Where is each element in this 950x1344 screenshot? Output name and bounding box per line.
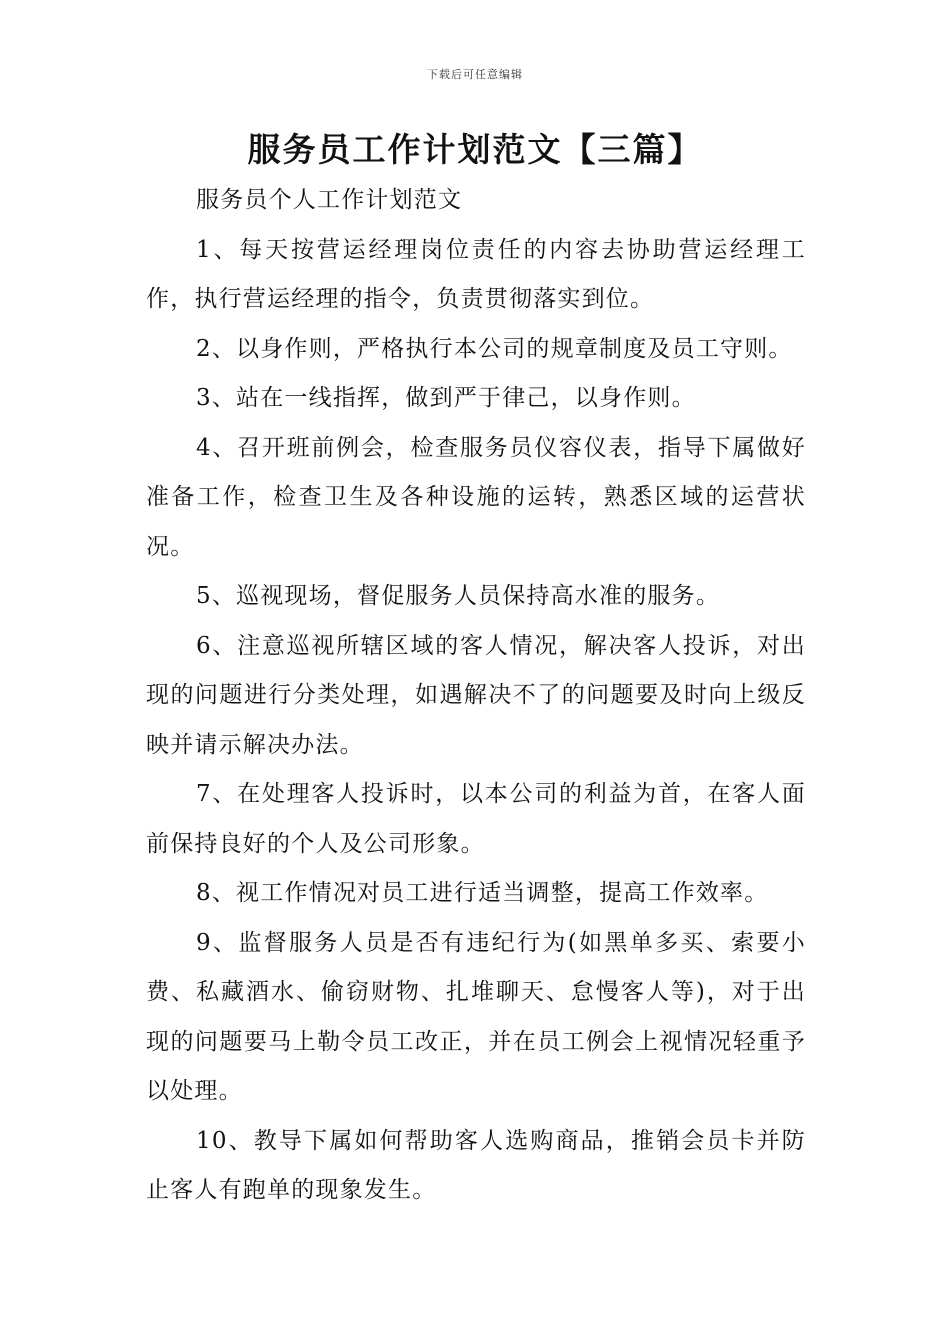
paragraph-7: 7、在处理客人投诉时，以本公司的利益为首，在客人面前保持良好的个人及公司形象。 bbox=[146, 781, 806, 857]
paragraph-6: 6、注意巡视所辖区域的客人情况，解决客人投诉，对出现的问题进行分类处理，如遇解决不了的问题要及时向上级反映并请示解决办法。 bbox=[146, 632, 806, 758]
header-note: 下载后可任意编辑 bbox=[427, 68, 523, 81]
paragraph-10: 10、教导下属如何帮助客人选购商品，推销会员卡并防止客人有跑单的现象发生。 bbox=[146, 1127, 806, 1203]
document-title: 服务员工作计划范文【三篇】 bbox=[247, 130, 703, 169]
paragraph-1: 1、每天按营运经理岗位责任的内容去协助营运经理工作，执行营运经理的指令，负责贯彻落实到位。 bbox=[146, 236, 806, 312]
paragraph-3: 3、站在一线指挥，做到严于律己，以身作则。 bbox=[196, 385, 696, 411]
paragraph-8: 8、视工作情况对员工进行适当调整，提高工作效率。 bbox=[196, 880, 769, 906]
section-subtitle: 服务员个人工作计划范文 bbox=[196, 187, 463, 213]
paragraph-2: 2、以身作则，严格执行本公司的规章制度及员工守则。 bbox=[196, 335, 793, 362]
document-body bbox=[146, 176, 806, 1216]
paragraph-4: 4、召开班前例会，检查服务员仪容仪表，指导下属做好准备工作，检查卫生及各种设施的运转，熟悉区域的运营状况。 bbox=[146, 434, 806, 560]
paragraph-9: 9、监督服务人员是否有违纪行为(如黑单多买、索要小费、私藏酒水、偷窃财物、扎堆聊天、怠慢客人等)，对于出现的问题要马上勒令员工改正，并在员工例会上视情况轻重予以处理。 bbox=[146, 929, 806, 1104]
paragraph-5: 5、巡视现场，督促服务人员保持高水准的服务。 bbox=[196, 583, 721, 609]
